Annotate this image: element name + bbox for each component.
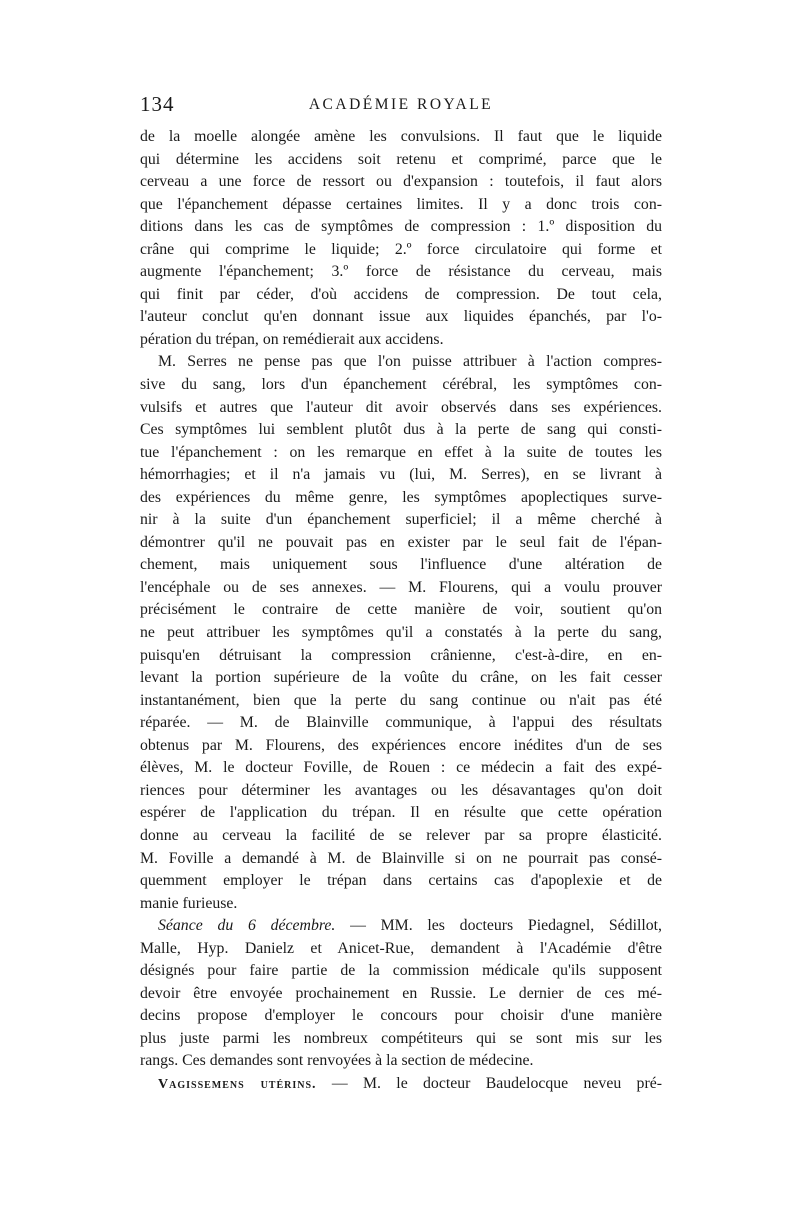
text-line: instantanément, bien que la perte du sang continue ou n'ait pas été <box>140 691 662 709</box>
vagissemens-text: — M. le docteur Baudelocque neveu pré- <box>316 1074 662 1092</box>
text-line: démontrer qu'il ne pouvait pas en exister par le seul fait de l'épan- <box>140 533 662 551</box>
text-line: qui détermine les accidens soit retenu et comprimé, parce que le <box>140 150 662 168</box>
text-line: crâne qui comprime le liquide; 2.º force circulatoire qui forme et <box>140 240 662 258</box>
text-line: riences pour déterminer les avantages ou les désavantages qu'on doit <box>140 781 662 799</box>
text-line: l'auteur conclut qu'en donnant issue aux liquides épanchés, par l'o- <box>140 308 662 326</box>
text-line: précisément le contraire de cette manière de voir, soutient qu'on <box>140 601 662 619</box>
text-line: puisqu'en détruisant la compression crânienne, c'est-à-dire, en en- <box>140 646 662 664</box>
body-text <box>140 126 662 1096</box>
text-line: ditions dans les cas de symptômes de compression : 1.º disposition du <box>140 218 662 236</box>
text-line: de la moelle alongée amène les convulsions. Il faut que le liquide <box>140 128 662 145</box>
text-line: cerveau a une force de ressort ou d'expansion : toutefois, il faut alors <box>140 173 662 191</box>
text-line: que l'épanchement dépasse certaines limites. Il y a donc trois con- <box>140 195 662 213</box>
text-line: réparée. — M. de Blainville communique, à l'appui des résultats <box>140 714 662 732</box>
running-head: ACADÉMIE ROYALE <box>308 96 494 113</box>
text-line: qui finit par céder, d'où accidens de compression. De tout cela, <box>140 285 662 303</box>
text-line: rangs. Ces demandes sont renvoyées à la section de médecine. <box>140 1052 534 1070</box>
text-line: espérer de l'application du trépan. Il en résulte que cette opération <box>140 804 662 822</box>
text-line: Malle, Hyp. Danielz et Anicet-Rue, demandent à l'Académie d'être <box>140 939 662 957</box>
text-line: l'encéphale ou de ses annexes. — M. Flourens, qui a voulu prouver <box>140 578 662 596</box>
text-line: ne peut attribuer les symptômes qu'il a constatés à la perte du sang, <box>140 624 662 642</box>
seance-line <box>140 915 662 938</box>
text-line: quemment employer le trépan dans certains cas d'apoplexie et de <box>140 872 662 890</box>
text-line: sive du sang, lors d'un épanchement cérébral, les symptômes con- <box>140 376 662 394</box>
text-line: manie furieuse. <box>140 894 238 912</box>
text-line: decins propose d'employer le concours pour choisir d'une manière <box>140 1007 662 1025</box>
page-header <box>140 92 662 122</box>
page-number: 134 <box>140 92 175 116</box>
text-line: désignés pour faire partie de la commission médicale qu'ils supposent <box>140 962 662 980</box>
text-line: nir à la suite d'un épanchement superficiel; il a même cherché à <box>140 511 662 529</box>
text-line: hémorrhagies; et il n'a jamais vu (lui, M. Serres), en se livrant à <box>140 466 662 484</box>
text-line: augmente l'épanchement; 3.º force de résistance du cerveau, mais <box>140 263 662 281</box>
seance-title: Séance du 6 décembre. <box>158 917 336 935</box>
vagissemens-heading: Vagissemens utérins. <box>158 1076 317 1092</box>
text-line: plus juste parmi les nombreux compétiteurs qui se sont mis sur les <box>140 1029 662 1047</box>
text-line: élèves, M. le docteur Foville, de Rouen : ce médecin a fait des expé- <box>140 759 662 777</box>
text-line: levant la portion supérieure de la voûte du crâne, on les fait cesser <box>140 669 662 687</box>
vagissemens-line <box>140 1073 662 1096</box>
text-line: vulsifs et autres que l'auteur dit avoir observés dans ses expériences. <box>140 398 662 416</box>
text-line: pération du trépan, on remédierait aux accidens. <box>140 330 444 348</box>
text-line: M. Serres ne pense pas que l'on puisse attribuer à l'action compres- <box>158 353 662 371</box>
text-line: tue l'épanchement : on les remarque en effet à la suite de toutes les <box>140 443 662 461</box>
seance-text: — MM. les docteurs Piedagnel, Sédillot, <box>335 917 662 935</box>
text-line: chement, mais uniquement sous l'influence d'une altération de <box>140 556 662 574</box>
text-line: M. Foville a demandé à M. de Blainville si on ne pourrait pas consé- <box>140 849 662 867</box>
text-line: donne au cerveau la facilité de se relever par sa propre élasticité. <box>140 826 662 844</box>
text-line: obtenus par M. Flourens, des expériences encore inédites d'un de ses <box>140 736 662 754</box>
text-line: Ces symptômes lui semblent plutôt dus à la perte de sang qui consti- <box>140 421 662 439</box>
text-line: des expériences du même genre, les symptômes apoplectiques surve- <box>140 488 662 506</box>
text-line: devoir être envoyée prochainement en Russie. Le dernier de ces mé- <box>140 984 662 1002</box>
